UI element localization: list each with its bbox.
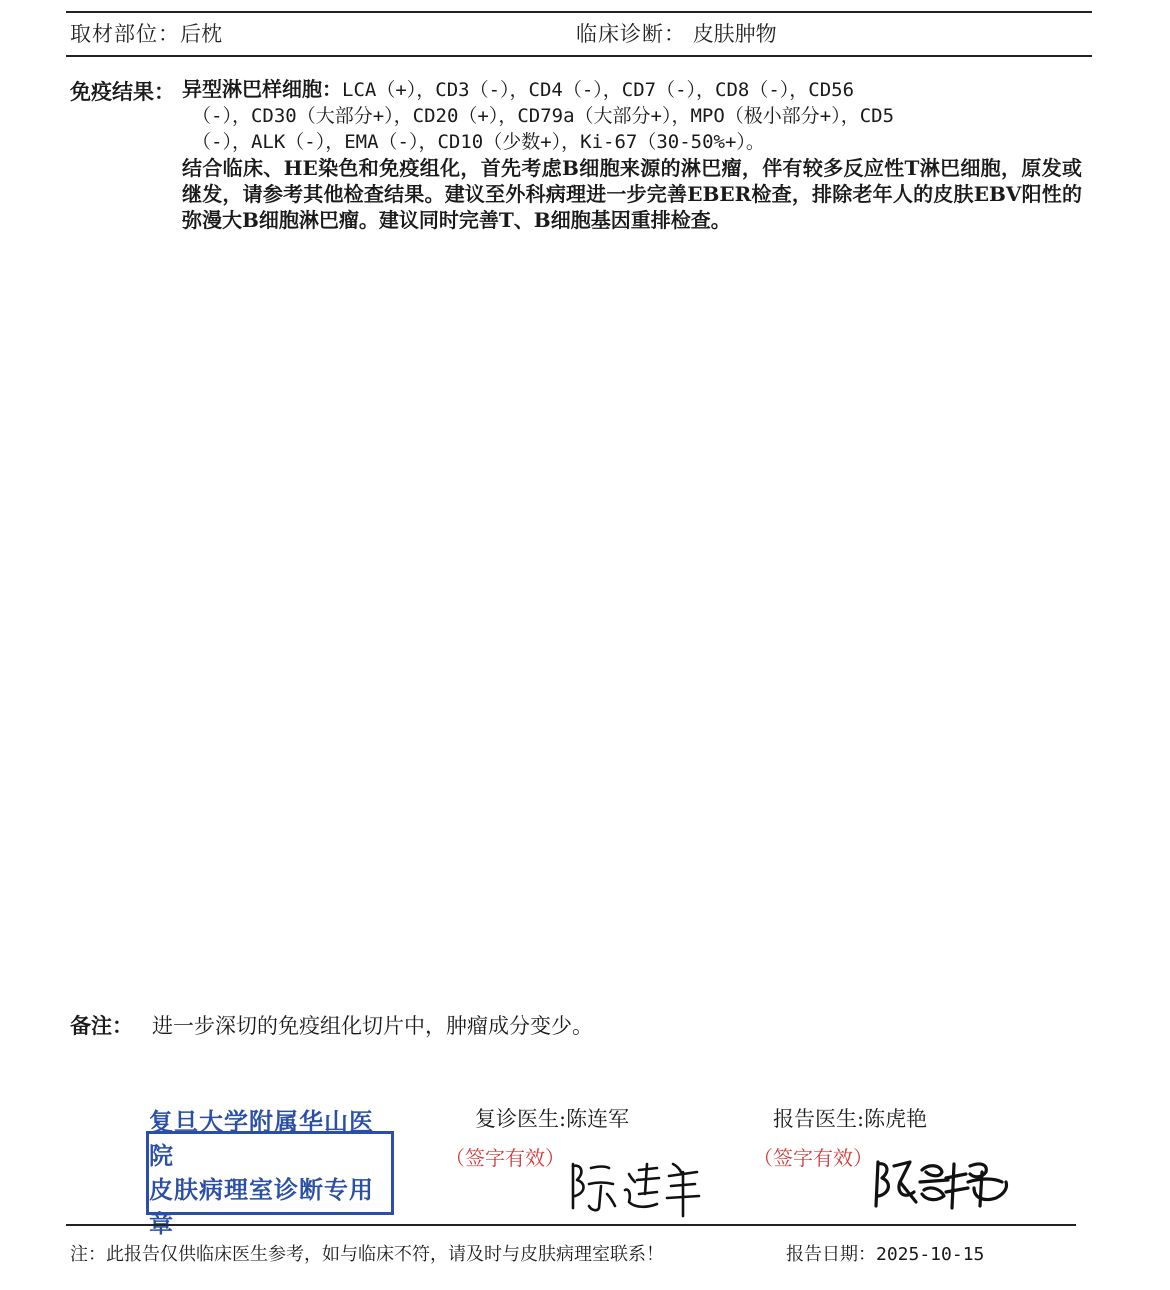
clinical-diagnosis-field <box>576 18 777 48</box>
report-date-label: 报告日期： <box>786 1244 876 1265</box>
review-doctor: 复诊医生:陈连军 <box>475 1107 630 1131</box>
header-rule <box>66 55 1092 57</box>
immuno-result-label: 免疫结果： <box>70 79 175 104</box>
report-date-value: 2025-10-15 <box>876 1244 985 1265</box>
immuno-conclusion: 结合临床、HE染色和免疫组化，首先考虑B细胞来源的淋巴瘤，伴有较多反应性T淋巴细胞，原发或继发，请参考其他检查结果。建议至外科病理进一步完善EBER检查，排除老年人的皮肤EBV阳性的弥漫大B细胞淋巴瘤。建议同时完善T、B细胞基因重排检查。 <box>182 156 1082 232</box>
immuno-markers-3: （-），ALK（-），EMA（-），CD10（少数+），Ki-67（30-50%+）。 <box>192 131 765 153</box>
signature-valid-note-1: （签字有效） <box>445 1146 565 1170</box>
top-rule <box>66 11 1092 13</box>
immuno-result-body <box>182 76 1082 233</box>
stamp-line-1: 复旦大学附属华山医院 <box>149 1108 374 1170</box>
specimen-site-label: 取材部位： <box>70 22 180 46</box>
footer-rule <box>66 1224 1076 1226</box>
specimen-site-field <box>70 18 222 48</box>
report-date <box>786 1240 984 1266</box>
report-doctor-signature <box>870 1152 1015 1214</box>
immuno-markers-2: （-），CD30（大部分+），CD20（+），CD79a（大部分+），MPO（极小部分+），CD5 <box>192 105 895 127</box>
signature-valid-note-2: （签字有效） <box>753 1146 873 1170</box>
immuno-markers-1: LCA（+），CD3（-），CD4（-），CD7（-），CD8（-），CD56 <box>342 79 855 101</box>
clinical-diagnosis-label: 临床诊断： <box>576 22 686 46</box>
review-doctor-signature <box>565 1150 715 1220</box>
footer-note: 注：此报告仅供临床医生参考，如与临床不符，请及时与皮肤病理室联系！ <box>70 1244 664 1265</box>
remark-text: 进一步深切的免疫组化切片中，肿瘤成分变少。 <box>152 1014 593 1038</box>
report-doctor: 报告医生:陈虎艳 <box>773 1107 928 1131</box>
immuno-line-1 <box>182 76 1082 103</box>
remark-label: 备注： <box>70 1013 133 1038</box>
clinical-diagnosis-value: 皮肤肿物 <box>692 22 777 46</box>
pathology-stamp <box>146 1108 394 1238</box>
specimen-site-value: 后枕 <box>180 22 222 46</box>
stamp-line-2: 皮肤病理室诊断专用章 <box>149 1176 374 1238</box>
immuno-lead: 异型淋巴样细胞： <box>182 77 342 101</box>
